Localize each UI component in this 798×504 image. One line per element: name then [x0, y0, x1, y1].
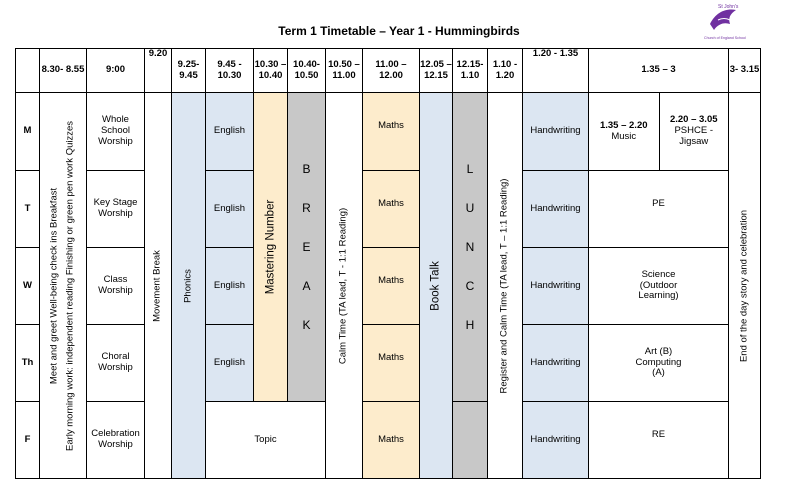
morning-line1: Meet and greet Well-being check ins Breakfast: [48, 187, 60, 384]
maths-cell: Maths: [363, 93, 420, 171]
header-corner: [16, 49, 40, 93]
worship-cell: Celebration Worship: [87, 402, 145, 479]
row-friday: [16, 402, 761, 479]
header-time: 12.05 – 12.15: [420, 49, 453, 93]
break-column: [288, 93, 326, 402]
maths-cell: Maths: [363, 402, 420, 479]
header-time: 9.45 - 10.30: [206, 49, 254, 93]
lunch-letter: H: [465, 317, 475, 332]
header-time: 3- 3.15: [729, 49, 761, 93]
tuesday-afternoon: PE: [589, 171, 729, 248]
header-time: 9.20: [145, 49, 172, 93]
logo-line1: St John's: [718, 4, 739, 10]
day-label: M: [16, 93, 40, 171]
school-logo: [700, 2, 746, 42]
worship-cell: Choral Worship: [87, 325, 145, 402]
handwriting-cell: Handwriting: [523, 325, 589, 402]
break-letter: B: [302, 161, 311, 176]
english-cell: English: [206, 93, 254, 171]
morning-line2: Early morning work: independent reading Finishing or green pen work Quizzes: [64, 120, 76, 451]
end-of-day: End of the day story and celebration: [729, 93, 761, 479]
header-row: [16, 49, 761, 93]
english-cell: English: [206, 248, 254, 325]
header-time: 1.10 - 1.20: [488, 49, 523, 93]
lunch-letter: N: [465, 239, 475, 254]
music-slot: 1.35 – 2.20 Music: [589, 93, 659, 170]
break-letter: K: [302, 317, 311, 332]
wednesday-afternoon: Science (Outdoor Learning): [589, 248, 729, 325]
handwriting-cell: Handwriting: [523, 402, 589, 479]
break-letter: R: [302, 200, 311, 215]
break-letter: A: [302, 278, 311, 293]
header-time: 10.40- 10.50: [288, 49, 326, 93]
header-time: 10.30 – 10.40: [254, 49, 288, 93]
maths-cell: Maths: [363, 325, 420, 402]
header-time: 8.30- 8.55: [40, 49, 87, 93]
book-talk: Book Talk: [420, 93, 453, 479]
handwriting-cell: Handwriting: [523, 93, 589, 171]
lunch-letter: C: [465, 278, 475, 293]
header-time: 10.50 – 11.00: [326, 49, 363, 93]
dove-icon: [710, 10, 736, 30]
worship-cell: Key Stage Worship: [87, 171, 145, 248]
english-cell: English: [206, 325, 254, 402]
monday-afternoon: [589, 93, 729, 171]
timetable: [15, 48, 761, 479]
page-title: Term 1 Timetable – Year 1 - Hummingbirds: [278, 24, 520, 38]
calm-time: Calm Time (TA lead, T - 1:1 Reading): [326, 93, 363, 479]
header-time: 9:00: [87, 49, 145, 93]
logo-line2: Church of England School: [704, 36, 746, 40]
lunch-letter: U: [465, 200, 475, 215]
day-label: F: [16, 402, 40, 479]
phonics: Phonics: [172, 93, 206, 479]
morning-activities: [40, 93, 87, 479]
pshce-slot: 2.20 – 3.05 PSHCE - Jigsaw: [669, 114, 718, 147]
row-thursday: [16, 325, 761, 402]
worship-cell: Whole School Worship: [87, 93, 145, 171]
day-label: T: [16, 171, 40, 248]
header-time: 11.00 – 12.00: [363, 49, 420, 93]
header-time: 12.15- 1.10: [453, 49, 488, 93]
lunch-friday: [453, 402, 488, 479]
row-wednesday: [16, 248, 761, 325]
day-label: Th: [16, 325, 40, 402]
header-time: 1.20 - 1.35: [523, 49, 589, 93]
mastering-number: Mastering Number: [254, 93, 288, 402]
row-tuesday: [16, 171, 761, 248]
movement-break: Movement Break: [145, 93, 172, 479]
header-time: 1.35 – 3: [589, 49, 729, 93]
handwriting-cell: Handwriting: [523, 171, 589, 248]
worship-cell: Class Worship: [87, 248, 145, 325]
friday-afternoon: RE: [589, 402, 729, 479]
day-label: W: [16, 248, 40, 325]
topic-cell: Topic: [206, 402, 326, 479]
lunch-letter: L: [466, 161, 474, 176]
handwriting-cell: Handwriting: [523, 248, 589, 325]
maths-cell: Maths: [363, 171, 420, 248]
header-time: 9.25- 9.45: [172, 49, 206, 93]
thursday-afternoon: Art (B) Computing (A): [589, 325, 729, 402]
maths-cell: Maths: [363, 248, 420, 325]
row-monday: [16, 93, 761, 171]
lunch-column: [453, 93, 488, 402]
break-letter: E: [302, 239, 311, 254]
register-calm-time: Register and Calm Time (TA lead, T – 1:1 Reading): [488, 93, 523, 479]
english-cell: English: [206, 171, 254, 248]
